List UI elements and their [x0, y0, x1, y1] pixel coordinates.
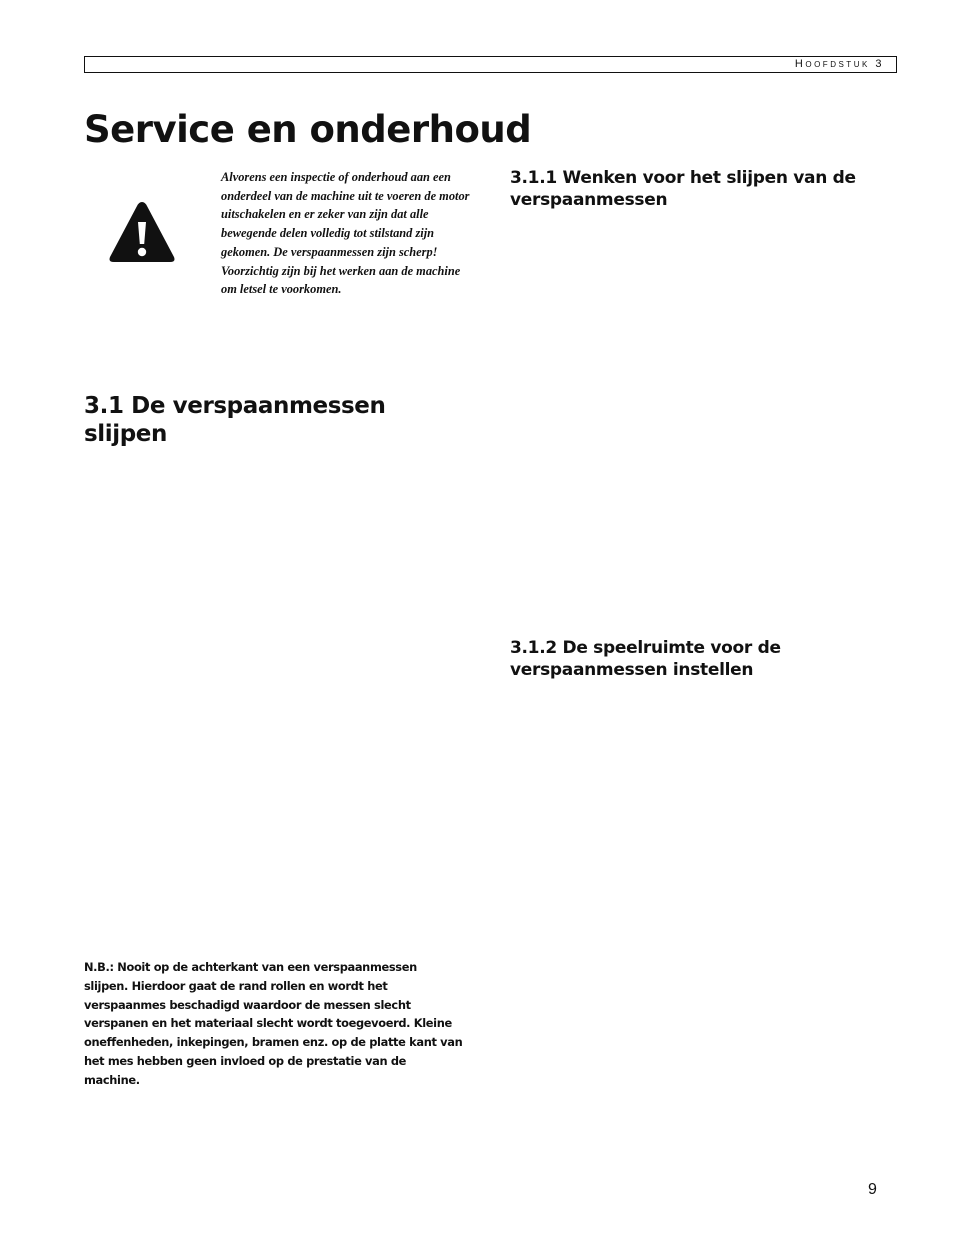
- section-heading-3-1: 3.1 De verspaanmessen slijpen: [84, 393, 386, 447]
- section-heading-3-1-1: 3.1.1 Wenken voor het slijpen van de verspaanmessen: [510, 168, 856, 210]
- page-number: 9: [868, 1181, 877, 1198]
- chapter-header-bar: [84, 56, 897, 73]
- safety-warning-text: Alvorens een inspectie of onderhoud aan een onderdeel van de machine uit te voeren de motor uitschakelen en er zeker van zijn dat alle bewegende delen volledig tot stilstand zijn gekomen. De verspaanmessen zijn scherp! Voorzichtig zijn bij het werken aan de machine om letsel te voorkomen.: [221, 170, 470, 297]
- page-title: Service en onderhoud: [84, 108, 532, 151]
- section-heading-3-1-2: 3.1.2 De speelruimte voor de verspaanmessen instellen: [510, 638, 781, 680]
- chapter-label: Hoofdstuk 3: [794, 58, 884, 70]
- note-paragraph: N.B.: Nooit op de achterkant van een verspaanmessen slijpen. Hierdoor gaat de rand rollen en wordt het verspaanmes beschadigd waardoor de messen slecht verspanen en het materiaal slecht wordt toegevoerd. Kleine oneffenheden, inkepingen, bramen enz. op de platte kant van het mes hebben geen invloed op de prestatie van de machine.: [84, 960, 463, 1087]
- warning-triangle-icon: [108, 200, 176, 264]
